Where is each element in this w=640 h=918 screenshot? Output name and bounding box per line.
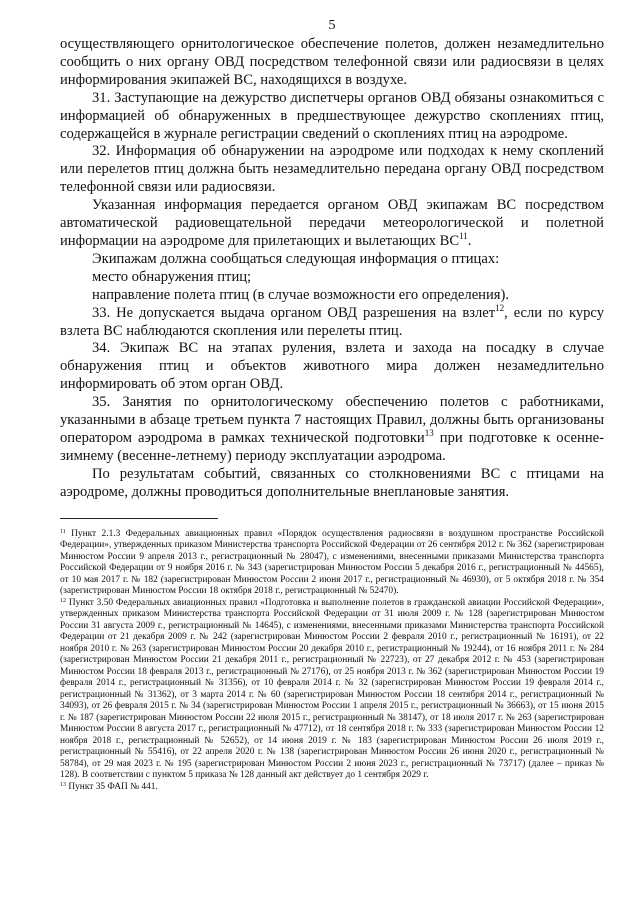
body-text — [60, 36, 604, 502]
paragraph-34: 34. Экипаж ВС на этапах руления, взлета и захода на посадку в случае обнаружения птиц и объектов животного мира должен незамедлительно информировать об этом орган ОВД. — [60, 340, 604, 393]
paragraph-31: 31. Заступающие на дежурство диспетчеры органов ОВД обязаны ознакомиться с информацией об обнаруженных в предшествующее дежурство скоплениях птиц, содержащейся в журнале регистрации сведений о скоплениях птиц на аэродроме. — [60, 89, 604, 142]
paragraph-crew-info: Экипажам должна сообщаться следующая информация о птицах: — [92, 250, 500, 267]
paragraph-extra-classes: По результатам событий, связанных со столкновениями ВС с птицами на аэродроме, должны проводиться дополнительные внеплановые занятия. — [60, 465, 604, 500]
footnote-11: $^{11}$ Пункт 2.1.3 Федеральных авиационных правил «Порядок осуществления радиосвязи в воздушном пространстве Российской Федерации», утвержденных приказом Министерства транспорта Российской Федерации от 26 сентября 2012 г. № 362 (зарегистрирован Минюстом России 9 апреля 2013 г., регистрационный № 28047), с изменениями, внесенными приказами Министерства транспорта Российской Федерации от 9 ноября 2016 г. № 343 (зарегистрирован Минюстом России 5 декабря 2016 г., регистрационный № 44565), от 10 мая 2017 г. № 182 (зарегистрирован Минюстом России 2 июня 2017 г., регистрационный № 46930), от 5 октября 2018 г. № 354 (зарегистрирован Минюстом России 18 октября 2018 г., регистрационный № 52470). — [60, 528, 604, 597]
paragraph-0: осуществляющего орнитологическое обеспечение полетов, должен незамедлительно сообщить о них органу ОВД посредством телефонной связи или радиосвязи в целях информирования экипажей ВС, находящихся в воздухе. — [60, 36, 604, 88]
paragraph-direction: направление полета птиц (в случае возможности его определения). — [92, 286, 510, 303]
paragraph-35: 35. Занятия по орнитологическому обеспечению полетов с работниками, указанными в абзаце третьем пункта 7 настоящих Правил, должны быть организованы оператором аэродрома в рамках технической подготовки$^{13}$ при подготовке к осенне-зимнему (весенне-летнему) периоду эксплуатации аэродрома. — [60, 394, 604, 464]
paragraph-location: место обнаружения птиц; — [92, 268, 252, 285]
footnote-ref-12[interactable]: 12 — [495, 302, 505, 313]
footnote-12: $^{12}$ Пункт 3.50 Федеральных авиационных правил «Подготовка и выполнение полетов в гражданской авиации Российской Федерации», утвержденных приказом Министерства транспорта Российской Федерации от 31 июля 2009 г. № 128 (зарегистрирован Минюстом России 31 августа 2009 г., регистрационный № 14645), с изменениями, внесенными приказами Министерства транспорта Российской Федерации от 21 декабря 2009 г. № 242 (зарегистрирован Минюстом России 2 февраля 2010 г., регистрационный № 16191), от 22 ноября 2010 г. № 263 (зарегистрирован Минюстом России 20 декабря 2010 г., регистрационный № 19244), от 16 ноября 2011 г. № 284 (зарегистрирован Минюстом России 21 декабря 2011 г., регистрационный № 22723), от 27 декабря 2012 г. № 453 (зарегистрирован Минюстом России 18 февраля 2013 г., регистрационный № 27176), от 25 ноября 2013 г. № 362 (зарегистрирован Минюстом России 19 февраля 2014 г., регистрационный № 31356), от 10 февраля 2014 г. № 32 (зарегистрирован Минюстом России 19 февраля 2014 г., регистрационный № 31362), от 3 марта 2014 г. № 60 (зарегистрирован Минюстом России 18 сентября 2014 г., регистрационный № 34093), от 26 февраля 2015 г. № 34 (зарегистрирован Минюстом России 1 апреля 2015 г., регистрационный № 36663), от 15 июня 2015 г. № 187 (зарегистрирован Минюстом России 22 июля 2015 г., регистрационный № 38147), от 18 июля 2017 г. № 263 (зарегистрирован Минюстом России 8 августа 2017 г., регистрационный № 47712), от 18 сентября 2018 г. № 333 (зарегистрирован Минюстом России 12 ноября 2018 г., регистрационный № 52652), от 14 июня 2019 г. № 183 (зарегистрирован Минюстом России 26 июля 2019 г., регистрационный № 55416), от 22 апреля 2020 г. № 138 (зарегистрирован Минюстом России 26 июня 2020 г., регистрационный № 58784), от 29 мая 2023 г. № 195 (зарегистрирован Минюстом России 2 июня 2023 г., регистрационный № 73717) (далее – приказ № 128). В соответствии с пунктом 5 приказа № 128 данный акт действует до 1 сентября 2029 г. — [60, 597, 604, 781]
footnote-divider — [60, 518, 218, 519]
paragraph-32: 32. Информация об обнаружении на аэродроме или подходах к нему скоплений или перелетов птиц должна быть незамедлительно передана органу ОВД посредством телефонной связи или радиосвязи. — [60, 143, 604, 196]
footnote-ref-13[interactable]: 13 — [424, 427, 434, 438]
paragraph-33: 33. Не допускается выдача органом ОВД разрешения на взлет$^{12}$, если по курсу взлета ВС наблюдаются скопления или перелеты птиц. — [60, 302, 605, 339]
footnote-13: $^{13}$ Пункт 35 ФАП № 441. — [60, 781, 158, 792]
paragraph-info-broadcast: Указанная информация передается органом ОВД экипажам ВС посредством автоматической радиовещательной передачи метеорологической и полетной информации на аэродроме для прилетающих и вылетающих ВС$^{11}$. — [60, 197, 604, 249]
page-number: 5 — [328, 18, 336, 33]
footnote-ref-11[interactable]: 11 — [459, 230, 468, 241]
footnotes — [60, 529, 604, 794]
